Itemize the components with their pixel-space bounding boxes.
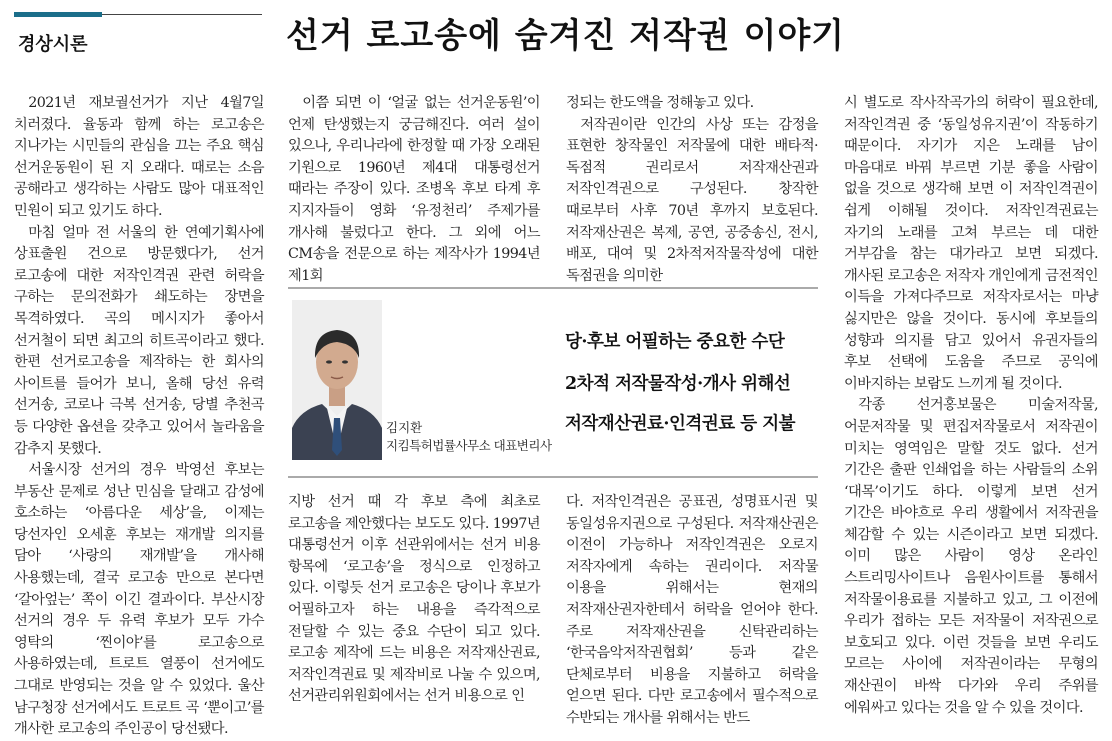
column-4	[844, 93, 1098, 716]
column-1	[14, 93, 264, 738]
column-3-top	[566, 93, 818, 284]
paragraph: 2021년 재보궐선거가 지난 4월7일 치러졌다. 율동과 함께 하는 로고송은 지나가는 시민들의 관심을 끄는 주요 핵심 선거운동원이 된 지 오래다. 때로는 소음 공해라고 생각하는 사람도 많아 대표적인 민원이 되고 있기도 하다.	[14, 95, 264, 219]
paragraph: 시 별도로 작사작곡가의 허락이 필요한데, 저작인격권 중 ‘동일성유지권’이 작동하기 때문이다. 자기가 지은 노래를 남이 마음대로 바꿔 부르면 기분 좋을 사람이 없을 것으로 생각해 보면 이 저작인격권이 쉽게 이해될 것이다. 저작인격권료는 자기의 노래를 고쳐 부르는 데 대한 거부감을 참는 대가라고 보면 되겠다. 개사된 로고송은 저작자 개인에게 금전적인 이득을 가져다주므로 저작자로서는 마냥 싫지만은 않을 것이다. 동시에 후보들의 성향과 의지를 담고 있어서 유권자들의 후보 선택에 도움을 주므로 공익에 이바지하는 보람도 느끼게 될 것이다.	[844, 95, 1098, 392]
quote-box-bottom-rule	[288, 476, 818, 478]
section-accent-bar	[14, 12, 102, 17]
author-title: 지킴특허법률사무소 대표변리사	[386, 438, 552, 453]
author-photo	[292, 300, 382, 460]
column-2-top	[288, 93, 540, 284]
author-name: 김지환	[386, 420, 423, 435]
author-portrait-icon	[292, 300, 382, 460]
column-3-bottom	[566, 492, 818, 726]
paragraph: 저작권이란 인간의 사상 또는 감정을 표현한 창작물인 저작물에 대한 배타적·독점적 권리로서 저작재산권과 저작인격권으로 구성된다. 창작한 때로부터 사후 70년 후까지 보호된다. 저작재산권은 복제, 공연, 공중송신, 전시, 배포, 대여 및 2차적저작물작성에 대한 독점권을 의미한	[566, 116, 818, 284]
paragraph: 다. 저작인격권은 공표권, 성명표시권 및 동일성유지권으로 구성된다. 저작재산권은 이전이 가능하나 저작인격권은 오로지 저작자에게 속하는 권리이다. 저작물 이용을 위해서는 현재의 저작재산권자한테서 허락을 얻어야 한다. 주로 저작재산권을 신탁관리하는 ‘한국음악저작권협회’ 등과 같은 단체로부터 비용을 지불하고 허락을 얻으면 된다. 다만 로고송에서 필수적으로 수반되는 개사를 위해서는 반드	[566, 494, 818, 726]
pull-quote-line: 2차적 저작물작성·개사 위해선	[565, 374, 791, 394]
quote-box-top-rule	[288, 287, 818, 289]
section-rule	[102, 14, 262, 15]
pull-quote-line: 저작재산권료·인격권료 등 지불	[565, 414, 796, 434]
paragraph: 마침 얼마 전 서울의 한 연예기획사에 상표출원 건으로 방문했다가, 선거 로고송에 대한 저작인격권 관련 허락을 구하는 문의전화가 쇄도하는 장면을 목격하였다. 곡의 메시지가 좋아서 선거철이 되면 최고의 히트곡이라고 했다. 한편 선거로고송을 제작하는 한 회사의 사이트를 들어가 보니, 올해 당선 유력 선거송, 코로나 극복 선거송, 당별 추천곡 등 다양한 옵션을 갖추고 있어서 놀라움을 감추지 못했다.	[14, 224, 264, 457]
paragraph: 각종 선거홍보물은 미술저작물, 어문저작물 및 편집저작물로서 저작권이 미치는 영역임은 말할 것도 없다. 선거 기간은 출판 인쇄업을 하는 사람들의 소위 ‘대목’이기도 하다. 이렇게 보면 선거 기간은 바야흐로 우리 생활에서 저작권을 체감할 수 있는 시즌이라고 보면 되겠다. 이미 많은 사람이 영상 온라인 스트리밍사이트나 음원사이트를 통해서 저작물이용료를 지불하고 있고, 그 이전에 우리가 접하는 모든 저작물이 저작권으로 보호되고 있다. 이런 것들을 보면 우리도 모르는 사이에 저작권이라는 무형의 재산권이 바싹 다가와 우리 주위를 에워싸고 있다는 것을 알 수 있을 것이다.	[844, 397, 1098, 716]
section-label: 경상시론	[18, 34, 88, 55]
paragraph: 지방 선거 때 각 후보 측에 최초로 로고송을 제안했다는 보도도 있다. 1997년 대통령선거 이후 선관위에서는 선거 비용 항목에 ‘로고송’을 정식으로 인정하고 있다. 이렇듯 선거 로고송은 당이나 후보가 어필하고자 하는 내용을 즉각적으로 전달할 수 있는 중요 수단이 되고 있다. 로고송 제작에 드는 비용은 저작재산권료, 저작인격권료 및 제작비로 나눌 수 있으며, 선거관리위원회에서는 선거 비용으로 인	[288, 494, 540, 705]
column-2-bottom	[288, 492, 540, 717]
paragraph: 서울시장 선거의 경우 박영선 후보는 부동산 문제로 성난 민심을 달래고 감성에 호소하는 ‘아름다운 세상’을, 이제는 당선자인 오세훈 후보는 재개발 의지를 담아 ‘사랑의 재개발’을 개사해 사용했는데, 결국 로고송 만으로 본다면 ‘갈아엎는’ 쪽이 이긴 결과이다. 부산시장 선거의 경우 두 유력 후보가 모두 가수 영탁의 ‘찐이야’를 로고송으로 사용하였는데, 트로트 열풍이 선거에도 그대로 반영되는 것을 알 수 있었다. 울산 남구청장 선거에서도 트로트 곡 ‘뿐이고’를 개사한 로고송의 주인공이 당선됐다.	[14, 462, 264, 738]
paragraph: 정되는 한도액을 정해놓고 있다.	[566, 95, 754, 111]
paragraph: 이쯤 되면 이 ‘얼굴 없는 선거운동원’이 언제 탄생했는지 궁금해진다. 여러 설이 있으나, 우리나라에 한정할 때 가장 오래된 기원으로 1960년 제4대 대통령선거 때라는 주장이 있다. 조병옥 후보 타계 후 지지자들이 영화 ‘유정천리’ 주제가를 개사해 불렀다고 한다. 그 외에 어느 CM송을 전문으로 하는 제작사가 1994년 제1회	[288, 95, 540, 284]
article-headline: 선거 로고송에 숨겨진 저작권 이야기	[286, 16, 846, 56]
pull-quote-line: 당·후보 어필하는 중요한 수단	[565, 332, 785, 352]
